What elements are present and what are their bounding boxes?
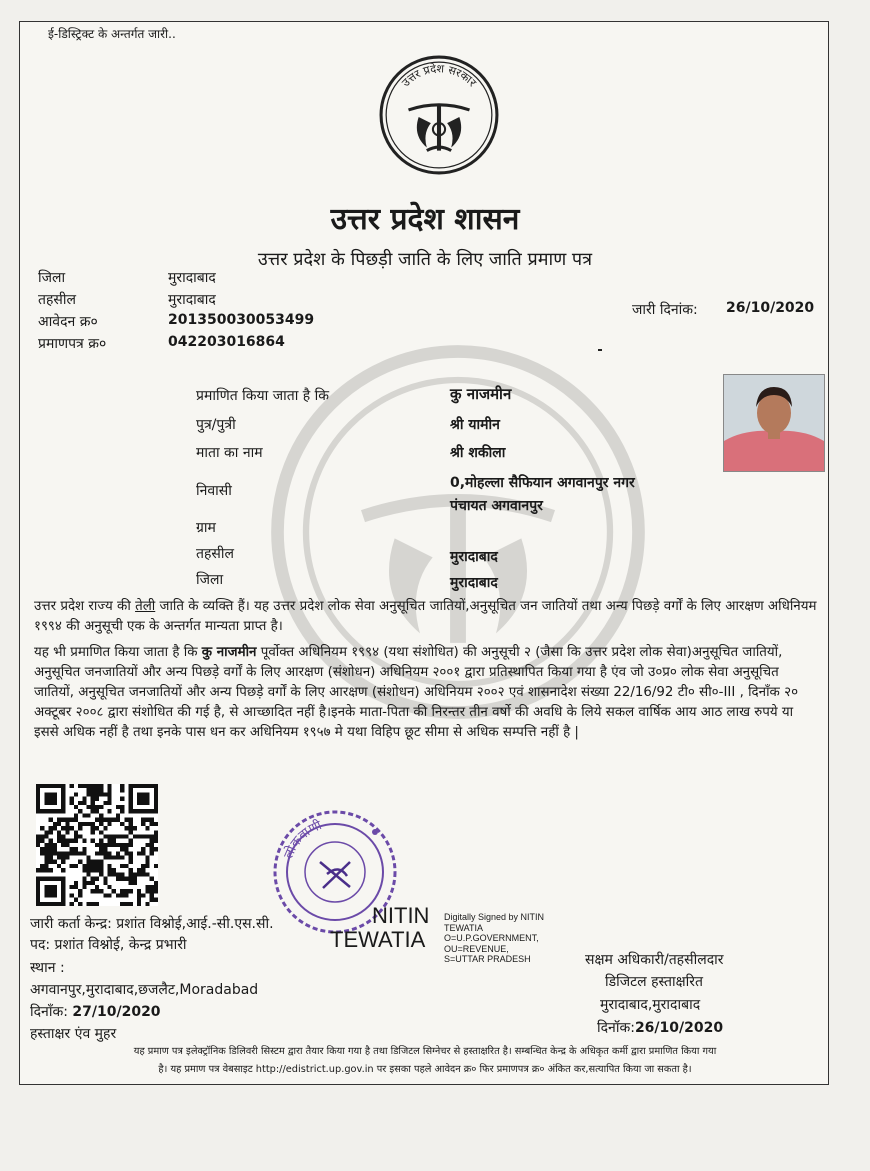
digital-signature-details: Digitally Signed by NITIN TEWATIA O=U.P.GOVERNMENT, OU=REVENUE, S=UTTAR PRADESH — [444, 912, 545, 964]
page-title: उत्तर प्रदेश शासन — [330, 202, 520, 237]
footer-note: यह प्रमाण पत्र इलेक्ट्रॉनिक डिलिवरी सिस्टम द्वारा तैयार किया गया है तथा डिजिटल सिग्नेचर से हस्ताक्षरित है। सम्बन्धित केन्द्र के अधिकृत कर्मी द्वारा प्रमाणित किया गया है। यह प्रमाण पत्र वेबसाइट http://edistrict.up.gov.in पर इसका पहले आवेदन क्र० फिर प्रमाणपत्र क्र० अंकित कर,सत्यापित किया जा सकता है। — [133, 1046, 717, 1075]
authority-place: मुरादाबाद,मुरादाबाद — [600, 997, 701, 1013]
issue-date-value: 26/10/2020 — [726, 300, 815, 316]
up-emblem-icon — [378, 54, 500, 176]
caste-name: तेली — [135, 599, 156, 614]
top-note: ई-डिस्ट्रिक्ट के अन्तर्गत जारी.. — [48, 27, 176, 41]
applicant-name: कु नाजमीन — [450, 385, 512, 403]
residence-line-1: 0,मोहल्ला सैफियान अगवानपुर नगर — [450, 475, 635, 491]
qr-code — [36, 784, 158, 906]
application-number-label: आवेदन क्र० — [38, 314, 98, 330]
district-value: मुरादाबाद — [168, 270, 216, 286]
detail-tehsil-label: तहसील — [196, 546, 234, 562]
certificate-number: 042203016864 — [168, 334, 285, 350]
parent-label: पुत्र/पुत्री — [196, 417, 236, 433]
certificate-number-label: प्रमाणपत्र क्र० — [38, 336, 107, 352]
authority-sign-type: डिजिटल हस्ताक्षरित — [605, 974, 703, 990]
digital-signature-name: NITIN TEWATIA — [330, 903, 430, 952]
place-label: स्थान : — [30, 960, 65, 976]
tehsil-value: मुरादाबाद — [168, 292, 216, 308]
district-label: जिला — [38, 270, 66, 286]
residence-line-2: पंचायत अगवानपुर — [450, 498, 543, 514]
mother-value: श्री शकीला — [450, 445, 506, 461]
issuer-date: दिनाँक: 27/10/2020 — [30, 1004, 161, 1020]
authority-date: दिनॉक:26/10/2020 — [597, 1020, 724, 1036]
sign-seal-label: हस्ताक्षर एंव मुहर — [30, 1026, 117, 1042]
application-number: 201350030053499 — [168, 312, 315, 328]
certificate-subtitle: उत्तर प्रदेश के पिछड़ी जाति के लिए जाति प्रमाण पत्र — [257, 249, 593, 270]
caste-paragraph: उत्तर प्रदेश राज्य की तेली जाति के व्यक्ति हैं। यह उत्तर प्रदेश लोक सेवा अनुसूचित जातियों,अनुसूचित जन जातियों तथा अन्य पिछड़े वर्गों के लिए आरक्षण अधिनियम १९९४ की अनुसूची एक के अन्तर्गत मान्यता प्राप्त है। — [34, 599, 817, 634]
detail-tehsil-value: मुरादाबाद — [450, 549, 498, 565]
place-value: अगवानपुर,मुरादाबाद,छजलैट,Moradabad — [30, 982, 259, 998]
stray-mark — [598, 349, 602, 351]
certification-paragraph: यह भी प्रमाणित किया जाता है कि कु नाजमीन पूर्वोक्त अधिनियम १९९४ (यथा संशोधित) की अनुसूची २ (जैसा कि उत्तर प्रदेश लोक सेवा)अनुसूचित जातियों, अनुसूचित जनजातियों और अन्य पिछड़े वर्गों के लिए आरक्षण (संशोधन) अधिनियम २००१ द्वारा प्रतिस्थापित किया गया है एंव जो उ०प्र० लोक सेवा अनुसूचित जातियों, अनुसूचित जनजातियों और अन्य पिछड़े वर्गों के लिए आरक्षण (संशोधन) अधिनियम २००२ एवं शासनादेश संख्या 22/16/92 टी० सी०-III , दिनाँक २० अक्टूबर २००८ द्वारा संशोधित की गई है, से आच्छादित नहीं है।इनके माता-पिता की निरन्तर तीन वर्षो की अवधि के लिये सकल वार्षिक आय आठ लाख रुपये या इससे अधिक नहीं है तथा इनके पास धन कर अधिनियम १९५७ मे यथा विहिप छूट सीमा से अधिक सम्पत्ति नहीं है | — [34, 645, 799, 740]
svg-text:उत्तर प्रदेश सरकार: उत्तर प्रदेश सरकार — [399, 62, 479, 90]
parent-value: श्री यामीन — [450, 417, 500, 433]
applicant-photo — [723, 374, 825, 472]
issue-date-label: जारी दिनांक: — [632, 302, 698, 318]
issuer-post: पद: प्रशांत विश्नोई, केन्द्र प्रभारी — [30, 937, 187, 953]
residence-label: निवासी — [196, 483, 232, 499]
svg-text:लोकवाणी: लोकवाणी — [281, 818, 325, 862]
mother-label: माता का नाम — [196, 445, 263, 461]
authority-title: सक्षम अधिकारी/तहसीलदार — [585, 952, 724, 968]
tehsil-label: तहसील — [38, 292, 76, 308]
paragraph-applicant-name: कु नाजमीन — [201, 645, 257, 660]
detail-district-label: जिला — [196, 572, 224, 588]
certificate-sheet — [19, 21, 829, 1085]
detail-district-value: मुरादाबाद — [450, 575, 498, 591]
issuing-centre: जारी कर्ता केन्द्र: प्रशांत विश्नोई,आई.-सी.एस.सी. — [30, 916, 274, 932]
village-label: ग्राम — [196, 520, 216, 536]
certify-label: प्रमाणित किया जाता है कि — [196, 388, 330, 404]
